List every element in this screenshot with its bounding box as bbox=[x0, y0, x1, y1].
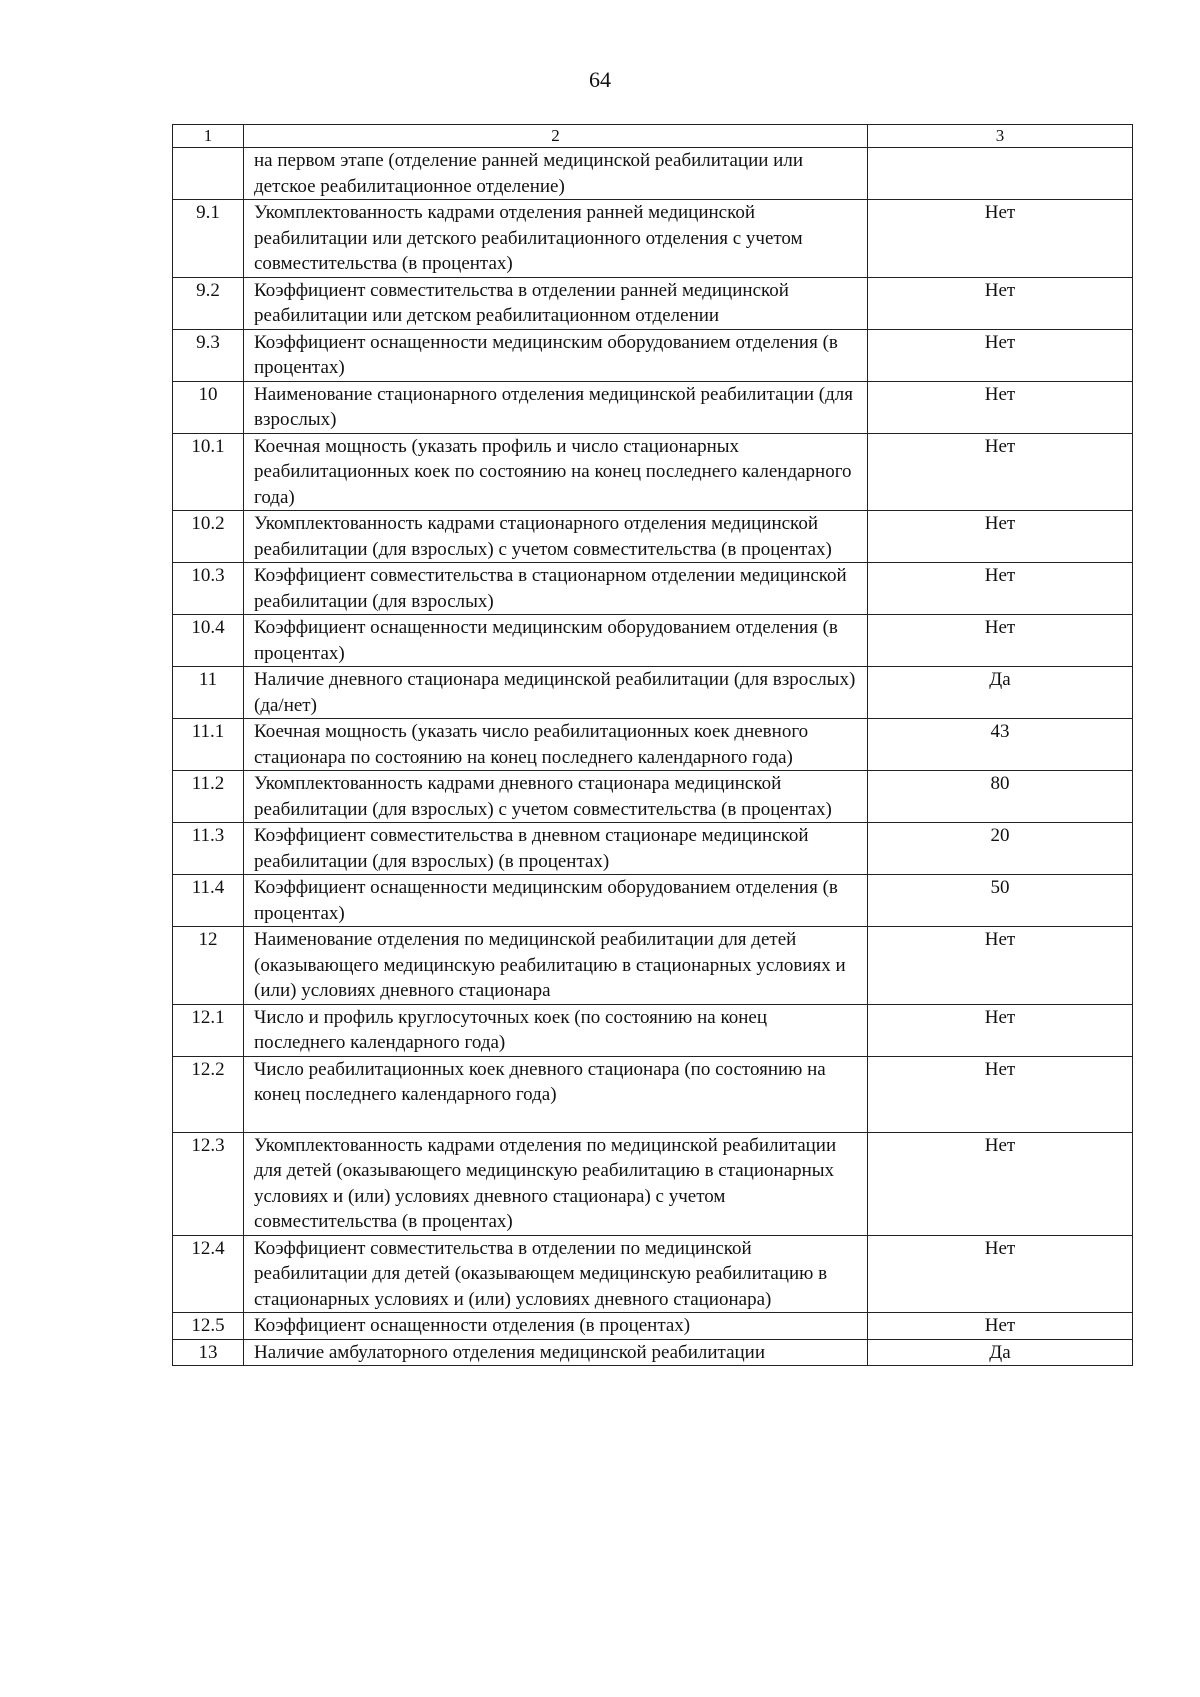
row-value: Нет bbox=[868, 927, 1133, 1005]
table-row bbox=[173, 875, 1133, 927]
row-value: Да bbox=[868, 1339, 1133, 1366]
row-description: Укомплектованность кадрами дневного стационара медицинской реабилитации (для взрослых) с учетом совместительства (в процентах) bbox=[244, 771, 868, 823]
row-spacer bbox=[254, 1108, 861, 1132]
row-description: Наименование отделения по медицинской реабилитации для детей (оказывающего медицинскую реабилитацию в стационарных условиях и (или) условиях дневного стационара bbox=[244, 927, 868, 1005]
row-number: 10.2 bbox=[173, 511, 244, 563]
row-number: 12.2 bbox=[173, 1056, 244, 1132]
row-description: Коэффициент оснащенности отделения (в процентах) bbox=[244, 1313, 868, 1340]
row-number: 10.1 bbox=[173, 433, 244, 511]
table-row bbox=[173, 771, 1133, 823]
row-description: Укомплектованность кадрами отделения ранней медицинской реабилитации или детского реабилитационного отделения с учетом совместительства (в процентах) bbox=[244, 200, 868, 278]
row-value: 80 bbox=[868, 771, 1133, 823]
table-row bbox=[173, 511, 1133, 563]
row-number: 12.5 bbox=[173, 1313, 244, 1340]
row-description: Число и профиль круглосуточных коек (по состоянию на конец последнего календарного года) bbox=[244, 1004, 868, 1056]
table-row bbox=[173, 823, 1133, 875]
row-description-text: Число реабилитационных коек дневного стационара (по состоянию на конец последнего календарного года) bbox=[254, 1058, 826, 1105]
table-row bbox=[173, 667, 1133, 719]
row-number: 10.4 bbox=[173, 615, 244, 667]
row-number: 10 bbox=[173, 381, 244, 433]
row-number: 13 bbox=[173, 1339, 244, 1366]
row-number: 11.3 bbox=[173, 823, 244, 875]
row-number: 9.1 bbox=[173, 200, 244, 278]
row-description: Наличие амбулаторного отделения медицинской реабилитации bbox=[244, 1339, 868, 1366]
row-value: Нет bbox=[868, 511, 1133, 563]
row-description: Коэффициент совместительства в отделении ранней медицинской реабилитации или детском реабилитационном отделении bbox=[244, 277, 868, 329]
row-number: 9.3 bbox=[173, 329, 244, 381]
table-row bbox=[173, 719, 1133, 771]
row-value: 20 bbox=[868, 823, 1133, 875]
table-row bbox=[173, 277, 1133, 329]
table-row bbox=[173, 1004, 1133, 1056]
row-value: Нет bbox=[868, 1056, 1133, 1132]
row-value: Нет bbox=[868, 433, 1133, 511]
row-value: Нет bbox=[868, 1313, 1133, 1340]
row-number: 10.3 bbox=[173, 563, 244, 615]
row-number: 12 bbox=[173, 927, 244, 1005]
row-description: Коэффициент оснащенности медицинским оборудованием отделения (в процентах) bbox=[244, 329, 868, 381]
column-header: 3 bbox=[868, 125, 1133, 148]
column-header: 2 bbox=[244, 125, 868, 148]
table-row bbox=[173, 1339, 1133, 1366]
row-value bbox=[868, 148, 1133, 200]
row-value: Нет bbox=[868, 329, 1133, 381]
row-value: Нет bbox=[868, 563, 1133, 615]
table-row bbox=[173, 615, 1133, 667]
row-number bbox=[173, 148, 244, 200]
table-row bbox=[173, 433, 1133, 511]
row-description: Коэффициент совместительства в стационарном отделении медицинской реабилитации (для взрослых) bbox=[244, 563, 868, 615]
table-row bbox=[173, 1235, 1133, 1313]
row-value: Нет bbox=[868, 277, 1133, 329]
row-value: Нет bbox=[868, 1004, 1133, 1056]
row-description: Коэффициент совместительства в дневном стационаре медицинской реабилитации (для взрослых) (в процентах) bbox=[244, 823, 868, 875]
row-number: 12.1 bbox=[173, 1004, 244, 1056]
row-value: Нет bbox=[868, 381, 1133, 433]
row-value: Нет bbox=[868, 615, 1133, 667]
row-description: Коэффициент оснащенности медицинским оборудованием отделения (в процентах) bbox=[244, 875, 868, 927]
table-row bbox=[173, 329, 1133, 381]
table-row bbox=[173, 148, 1133, 200]
table-row bbox=[173, 927, 1133, 1005]
table-row bbox=[173, 1313, 1133, 1340]
row-number: 11 bbox=[173, 667, 244, 719]
table-header-row bbox=[173, 125, 1133, 148]
row-number: 11.4 bbox=[173, 875, 244, 927]
row-description: Укомплектованность кадрами стационарного отделения медицинской реабилитации (для взрослых) с учетом совместительства (в процентах) bbox=[244, 511, 868, 563]
table-row bbox=[173, 381, 1133, 433]
row-value: Нет bbox=[868, 200, 1133, 278]
row-description: Коэффициент совместительства в отделении по медицинской реабилитации для детей (оказывающем медицинскую реабилитацию в стационарных условиях и (или) условиях дневного стационара) bbox=[244, 1235, 868, 1313]
row-number: 12.3 bbox=[173, 1132, 244, 1235]
row-description: Наименование стационарного отделения медицинской реабилитации (для взрослых) bbox=[244, 381, 868, 433]
data-table bbox=[172, 124, 1133, 1366]
page-number: 64 bbox=[589, 67, 611, 92]
table-row bbox=[173, 200, 1133, 278]
row-description: Коечная мощность (указать число реабилитационных коек дневного стационара по состоянию на конец последнего календарного года) bbox=[244, 719, 868, 771]
row-number: 11.1 bbox=[173, 719, 244, 771]
row-description: Коечная мощность (указать профиль и число стационарных реабилитационных коек по состоянию на конец последнего календарного года) bbox=[244, 433, 868, 511]
row-description: на первом этапе (отделение ранней медицинской реабилитации или детское реабилитационное отделение) bbox=[244, 148, 868, 200]
row-value: Нет bbox=[868, 1132, 1133, 1235]
table-row bbox=[173, 563, 1133, 615]
table-row bbox=[173, 1056, 1133, 1132]
row-description: Укомплектованность кадрами отделения по медицинской реабилитации для детей (оказывающего медицинскую реабилитацию в стационарных условиях и (или) условиях дневного стационара) с учетом совместительства (в процентах) bbox=[244, 1132, 868, 1235]
row-value: Нет bbox=[868, 1235, 1133, 1313]
row-number: 12.4 bbox=[173, 1235, 244, 1313]
row-value: 50 bbox=[868, 875, 1133, 927]
row-description bbox=[244, 1056, 868, 1132]
table-row bbox=[173, 1132, 1133, 1235]
column-header: 1 bbox=[173, 125, 244, 148]
row-value: Да bbox=[868, 667, 1133, 719]
row-description: Наличие дневного стационара медицинской реабилитации (для взрослых) (да/нет) bbox=[244, 667, 868, 719]
row-number: 11.2 bbox=[173, 771, 244, 823]
row-number: 9.2 bbox=[173, 277, 244, 329]
row-description: Коэффициент оснащенности медицинским оборудованием отделения (в процентах) bbox=[244, 615, 868, 667]
row-value: 43 bbox=[868, 719, 1133, 771]
